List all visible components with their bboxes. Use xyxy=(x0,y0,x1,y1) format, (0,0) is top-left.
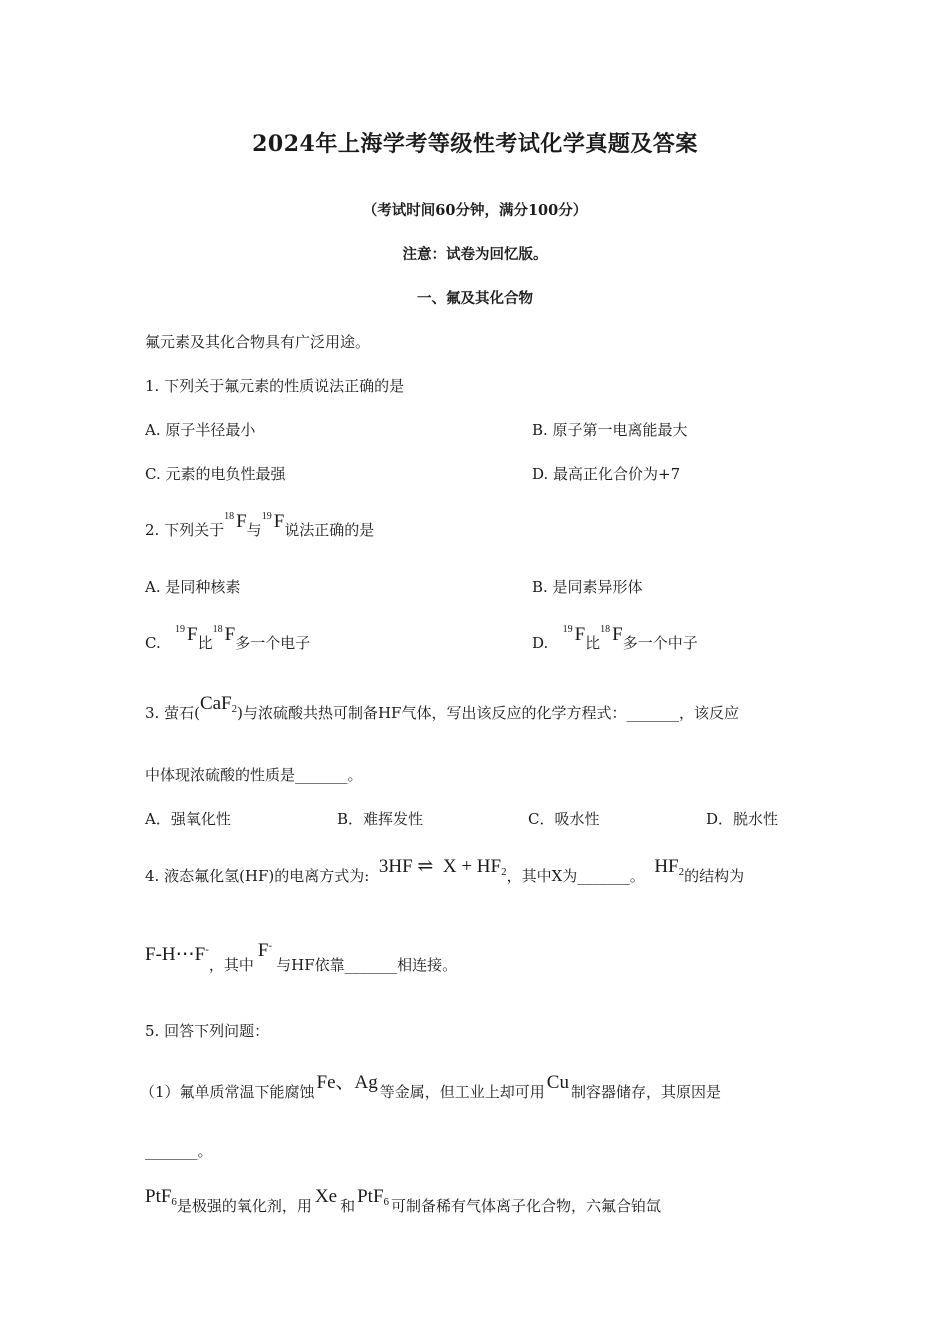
q5-cu: Cu xyxy=(546,1072,569,1093)
q5-part1: （1）氟单质常温下能腐蚀 Fe、Ag 等金属，但工业上却可用 Cu 制容器储存，其原因是 xyxy=(140,1072,721,1101)
q5-metals: Fe、Ag xyxy=(316,1072,378,1093)
q2d-isotope-2: $^{18}$ F xyxy=(600,624,623,645)
intro-text: 氟元素及其化合物具有广泛用途。 xyxy=(145,333,371,351)
q3-option-b: B．难挥发性 xyxy=(337,810,424,828)
q5-part1-blank: _______。 xyxy=(145,1142,213,1160)
q3-option-c: C．吸水性 xyxy=(528,810,600,828)
q5-ptf6-1: PtF$_6$ xyxy=(145,1186,177,1208)
q3-formula-caf2: CaF$_2$ xyxy=(199,693,238,715)
q1-option-c: C. 元素的电负性最强 xyxy=(145,465,286,483)
q2c-isotope-2: $^{18}$ F xyxy=(212,624,236,645)
q2-stem xyxy=(145,511,375,541)
q2-mid: 与 xyxy=(246,521,262,539)
q2-option-c: C. $^{19}$ F比$^{18}$ F多一个电子 xyxy=(145,624,311,652)
q2-option-b: B. 是同素异形体 xyxy=(532,578,643,596)
section-title: 一、氟及其化合物 xyxy=(417,290,533,307)
q4-stem: 4. 液态氟化氢(HF)的电离方式为: 3HF ⇌ $X + HF_2$，其中X为_______。 $HF_2$的结构为 xyxy=(145,856,745,885)
q3-line2: 中体现浓硫酸的性质是_______。 xyxy=(145,766,363,784)
q5-stem: 5. 回答下列问题： xyxy=(145,1022,270,1040)
q3-option-a: A．强氧化性 xyxy=(145,810,231,828)
q3-stem: 3. 萤石(CaF$_2$)与浓硫酸共热可制备HF气体，写出该反应的化学方程式：_______，该反应 xyxy=(145,693,739,722)
q1-option-b: B. 原子第一电离能最大 xyxy=(532,421,688,439)
q2-isotope-1: $^{18}$ F xyxy=(224,511,247,532)
q5-part2: PtF$_6$是极强的氧化剂，用 Xe 和 PtF$_6$ 可制备稀有气体离子化合物，六氟合铂氙 xyxy=(145,1186,662,1215)
q5-ptf6-2: PtF$_6$ xyxy=(357,1186,390,1208)
q1-stem: 1. 下列关于氟元素的性质说法正确的是 xyxy=(145,377,405,395)
q2c-isotope-1: $^{19}$ F xyxy=(175,624,198,645)
q4-line2: F-H⋯F-，其中F-与HF依靠_______相连接。 xyxy=(145,939,458,974)
exam-info: （考试时间60分钟，满分100分） xyxy=(362,202,588,219)
q2-suffix: 说法正确的是 xyxy=(284,521,375,539)
q4-hf2: $HF_2$ xyxy=(654,856,685,878)
q1-option-d: D. 最高正化合价为+7 xyxy=(532,465,681,483)
q2-option-a: A. 是同种核素 xyxy=(145,578,241,596)
q5-xe: Xe xyxy=(314,1186,338,1207)
q4-structure: F-H⋯F- xyxy=(145,943,209,965)
q2-isotope-2: $^{19}$ F xyxy=(261,511,285,532)
q4-equation: 3HF ⇌ $X + HF_2$ xyxy=(378,856,507,878)
notice: 注意：试卷为回忆版。 xyxy=(402,246,548,263)
q3-option-d: D．脱水性 xyxy=(706,810,779,828)
q2-prefix: 2. 下列关于 xyxy=(145,521,225,539)
equilibrium-arrow-icon: ⇌ xyxy=(417,856,434,877)
q4-f-ion: F- xyxy=(257,939,273,961)
q2d-isotope-1: $^{19}$ F xyxy=(562,624,586,645)
q1-option-a: A. 原子半径最小 xyxy=(145,421,256,439)
page-title: 2024年上海学考等级性考试化学真题及答案 xyxy=(252,131,698,157)
q2-option-d: D. $^{19}$ F比$^{18}$ F多一个中子 xyxy=(532,624,698,652)
